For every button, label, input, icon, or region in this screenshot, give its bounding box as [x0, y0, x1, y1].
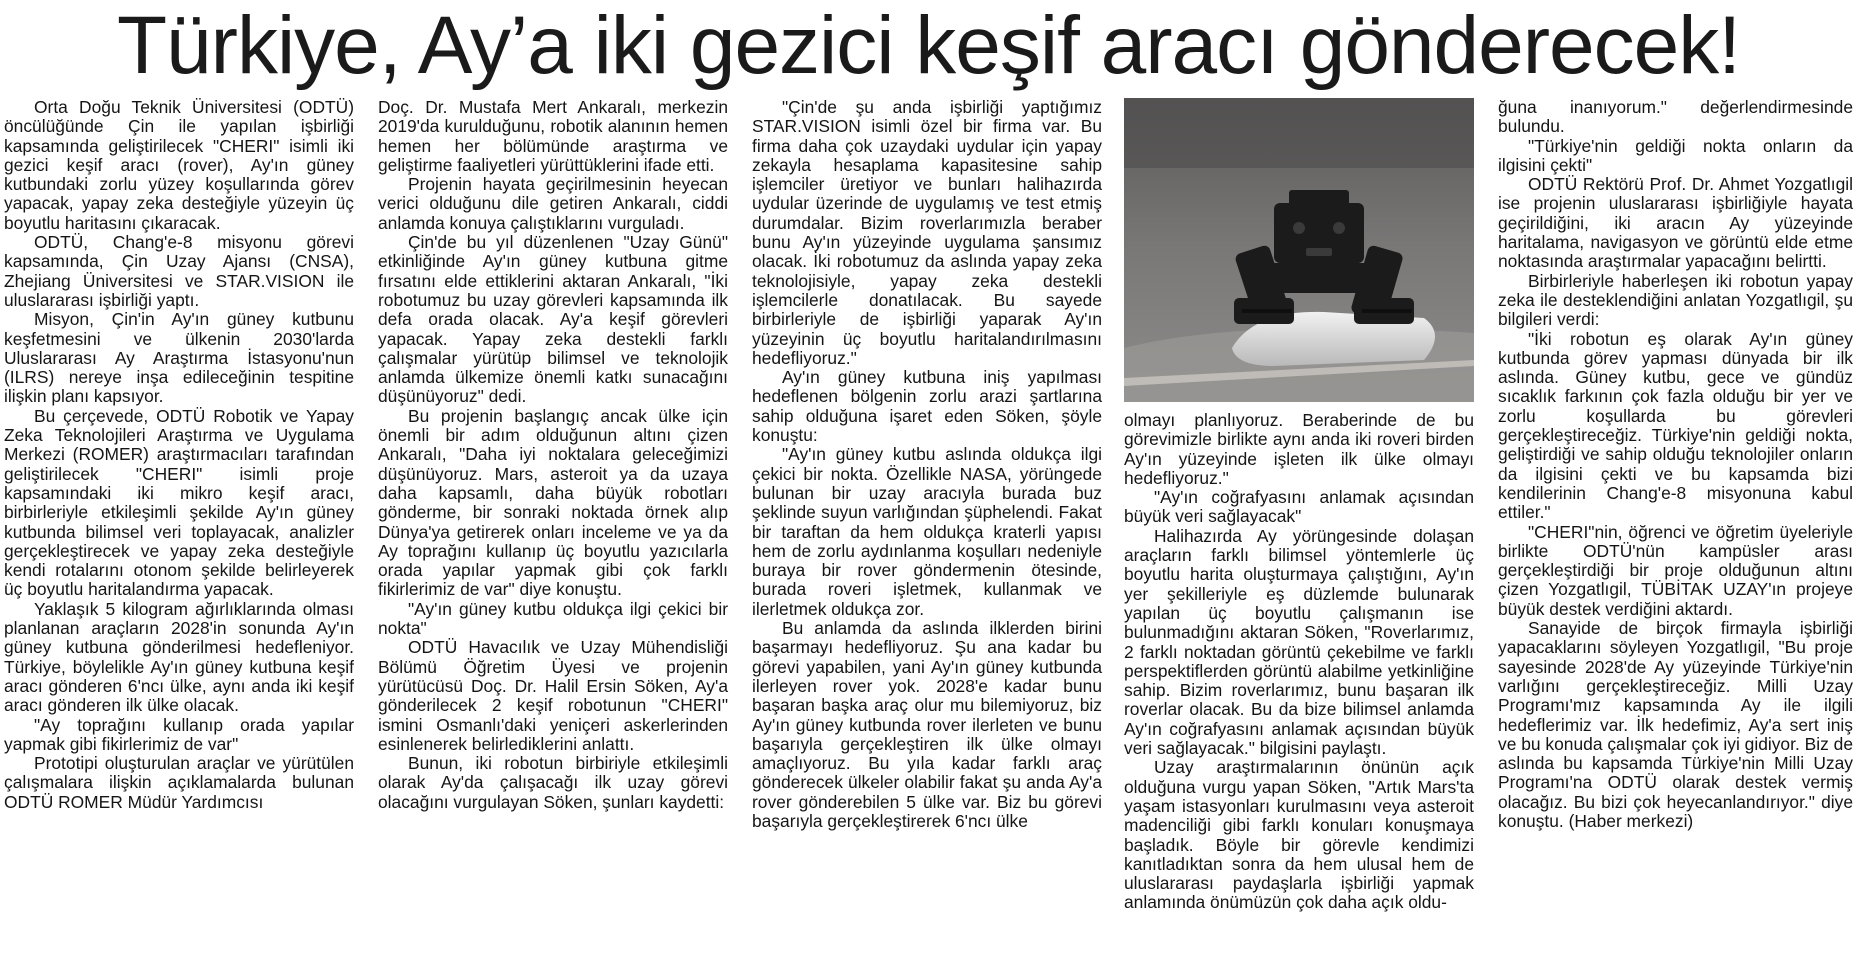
paragraph: Doç. Dr. Mustafa Mert Ankaralı, merkezin 2019'da kurulduğunu, robotik alanının hemen hemen her bölümünde araştırma ve geliştirme faaliyetleri yürüttüklerini ifade etti. — [378, 97, 728, 175]
subheading: "Ay toprağını kullanıp orada yapılar yapmak gibi fikirlerimiz de var" — [4, 714, 354, 754]
paragraph: olmayı planlıyoruz. Beraberinde de bu görevimizle birlikte aynı anda iki roveri birden Ay'ın yüzeyinde işleten ilk ülke olmayı hedefliyoruz." — [1124, 410, 1474, 488]
article-column-4 — [1124, 411, 1474, 913]
paragraph: "İki robotun eş olarak Ay'ın güney kutbunda görev yapması dünyada bir ilk aslında. Güney kutbu, gece ve gündüz sıcaklık farkının çok fazla olduğu bir yer ve zorlu koşullarda bu görevleri gerçekleştireceğiz. Türkiye'nin geldiği nokta, geliştirdiği ve sahip olduğu teknolojiler onların da ilgisini çekti ve bu kapsamda bizi kendilerinin Chang'e-8 misyonuna kabul ettiler." — [1498, 328, 1853, 523]
article-column-2 — [378, 98, 728, 812]
subheading: "Ay'ın güney kutbu oldukça ilgi çekici bir nokta" — [378, 598, 728, 639]
article-column-5 — [1498, 98, 1853, 831]
paragraph: "Çin'de şu anda işbirliği yaptığımız STAR.VISION isimli özel bir firma var. Bu firma daha çok uzaydaki uydular için yapay zekayla hesaplama kapasitesine sahip işlemciler üretiyor ve bunları halihazırda uydular üzerinde de uygulamış ve test etmiş durumdalar. Bizim roverlarımızla beraber bunu Ay'ın yüzeyinde uygulama şansımız olacak. İki robotumuz da aslında yapay zeka teknolojisiyle, yapay zeka destekli işlemcilerle donatılacak. Bu sayede birbirleriyle de işbirliği yaparak Ay'ın yüzeyinin üç boyutlu haritalandırılmasını hedefliyoruz." — [752, 97, 1102, 368]
paragraph: "Ay'ın güney kutbu aslında oldukça ilgi çekici bir nokta. Özellikle NASA, yörüngede bulunan bir uzay aracıyla burada buz şeklinde suyun varlığından şüphelendi. Fakat bir taraftan da hem oldukça kraterli yapısı hem de zorlu aydınlanma koşulları nedeniyle buraya bir rover göndermenin ötesinde, burada roveri işletmek, kullanmak ve ilerletmek oldukça zor. — [752, 444, 1102, 619]
article-column-3 — [752, 98, 1102, 831]
subheading: "Ay'ın coğrafyasını anlamak açısından büyük veri sağlayacak" — [1124, 487, 1474, 527]
paragraph: Yaklaşık 5 kilogram ağırlıklarında olması planlanan araçların 2028'in sonunda Ay'ın güney kutbuna gönderilmesi hedefleniyor. Türkiye, böylelikle Ay'ın güney kutbuna keşif aracı gönderen 6'ncı ülke, aynı anda iki keşif aracı gönderen ilk ülke olacak. — [4, 598, 354, 716]
paragraph: ğuna inanıyorum." değerlendirmesinde bulundu. — [1498, 97, 1853, 137]
paragraph: Halihazırda Ay yörüngesinde dolaşan araçların farklı bilimsel yöntemlerle üç boyutlu harita oluşturmaya çalıştığını, Ay'ın yer şekilleriyle eş düzlemde bulunarak yapılan üç boyutlu çalışmanın ise bulunmadığını aktaran Söken, "Roverlarımız, 2 farklı noktadan görüntü çekebilme ve farklı perspektiflerden görüntü alabilme yetkinliğine sahip. Bizim roverlarımız, bunu başaran ilk roverlar olacak. Bu da bize bilimsel anlamda Ay'ın coğrafyasını anlamak açısından büyük veri sağlayacak." bilgisini paylaştı. — [1124, 525, 1474, 759]
paragraph: Prototipi oluşturulan araçlar ve yürütülen çalışmalara ilişkin açıklamalarda bulunan ODTÜ ROMER Müdür Yardımcısı — [4, 753, 354, 812]
article-headline: Türkiye, Ay’a iki gezici keşif aracı gönderecek! — [116, 0, 1741, 91]
paragraph: "CHERI"nin, öğrenci ve öğretim üyeleriyle birlikte ODTÜ'nün kampüsler arası gerçekleştirdiği bir proje olduğunun altını çizen Yozgatlıgil, TÜBİTAK UZAY'ın projeye büyük destek verdiğini aktardı. — [1498, 521, 1853, 619]
paragraph: Misyon, Çin'in Ay'ın güney kutbunu keşfetmesini ve ülkenin 2030'larda Uluslararası Ay Araştırma İstasyonu'nun (ILRS) nereye inşa edileceğinin tespitine ilişkin planı kapsıyor. — [4, 309, 354, 407]
rover-photo — [1124, 98, 1474, 402]
paragraph: Bu anlamda da aslında ilklerden birini başarmayı hedefliyoruz. Şu ana kadar bu görevi yapabilen, yani Ay'ın güney kutbunda ilerleyen rover yok. 2028'e kadar bunu başaran başka araç olur mu bilemiyoruz, biz Ay'ın güney kutbunda rover ilerleten ve bunu başarıyla gerçekleştiren ilk ülke olmayı amaçlıyoruz. Bu yıla kadar farklı araç gönderecek ülkeler olabilir fakat şu anda Ay'a rover gönderebilen 5 ülke var. Biz bu görevi başarıyla gerçekleştirerek 6'ncı ülke — [752, 618, 1102, 831]
paragraph: Sanayide de birçok firmayla işbirliği yapacaklarını söyleyen Yozgatlıgil, "Bu proje sayesinde 2028'de Ay yüzeyinde Türkiye'nin varlığını gerçekleştireceğiz. Milli Uzay Programı'mız kapsamında Ay ile ilgili hedeflerimiz var. İlk hedefimiz, Ay'a sert iniş ve bu konuda çalışmalar çok iyi gidiyor. Biz de aslında bu kapsamda Türkiye'nin Milli Uzay Programı'na ODTÜ olarak destek vermiş olacağız. Bu bizi çok heyecanlandırıyor." diye konuştu. (Haber merkezi) — [1498, 618, 1853, 831]
paragraph: Ay'ın güney kutbuna iniş yapılması hedeflenen bölgenin zorlu arazi şartlarına sahip olduğuna işaret eden Söken, şöyle konuştu: — [752, 367, 1102, 446]
paragraph: ODTÜ Rektörü Prof. Dr. Ahmet Yozgatlıgil ise projenin uluslararası işbirliğiyle hayata geçirildiğini, iki aracın Ay yüzeyinde haritalama, navigasyon ve görüntü elde etme noktasında araştırmalar yapacağını belirtti. — [1498, 174, 1853, 272]
subheading: "Türkiye'nin geldiği nokta onların da ilgisini çekti" — [1498, 135, 1853, 175]
paragraph: Bu çerçevede, ODTÜ Robotik ve Yapay Zeka Teknolojileri Araştırma ve Uygulama Merkezi (ROMER) araştırmacıları tarafından geliştirilecek "CHERI" isimli proje kapsamındaki iki mikro keşif aracı, birbirleriyle etkileşimli şekilde Ay'ın güney kutbunda bilimsel veri toplayacak, analizler gerçekleştirecek ve yapay zeka desteğiyle kendi rotalarını otonom şekilde belirleyerek üç boyutlu haritalandırma yapacak. — [4, 405, 354, 600]
paragraph: Birbirleriyle haberleşen iki robotun yapay zeka ile desteklendiğini anlatan Yozgatlıgil, şu bilgileri verdi: — [1498, 270, 1853, 330]
paragraph: Çin'de bu yıl düzenlenen "Uzay Günü" etkinliğinde Ay'ın güney kutbuna gitme fırsatını elde ettiklerini aktaran Ankaralı, "İki robotumuz bu uzay görevleri kapsamında ilk defa orada olacak. Ay'a keşif görevleri yapacak. Yapay zeka destekli farklı çalışmalar yürütüp bilimsel ve teknolojik anlamda ülkemize önemli katkı sunacağını düşünüyoruz" dedi. — [378, 232, 728, 407]
article-column-1 — [4, 98, 354, 812]
paragraph: Uzay araştırmalarının önünün açık olduğuna vurgu yapan Söken, "Artık Mars'ta yaşam istasyonları kurulmasını veya asteroit madenciliği gibi farklı konuları konuşmaya başladık. Böyle bir görevle kendimizi kanıtladıktan sonra da hem ulusal hem de uluslararası paydaşlarla işbirliği yapmak anlamında önümüzün çok daha açık oldu- — [1124, 757, 1474, 913]
paragraph: ODTÜ Havacılık ve Uzay Mühendisliği Bölümü Öğretim Üyesi ve projenin yürütücüsü Doç. Dr. Halil Ersin Söken, Ay'a gönderilecek 2 keşif robotunun "CHERI" ismini Osmanlı'daki yeniçeri askerlerinden esinlenerek belirlediklerini anlattı. — [378, 637, 728, 754]
paragraph: Bunun, iki robotun birbiriyle etkileşimli olarak Ay'da çalışacağı ilk uzay görevi olacağını vurgulayan Söken, şunları kaydetti: — [378, 753, 728, 812]
paragraph: Orta Doğu Teknik Üniversitesi (ODTÜ) öncülüğünde Çin ile yapılan işbirliği kapsamında geliştirilecek "CHERI" isimli iki gezici keşif aracı (rover), Ay'ın güney kutbundaki zorlu yüzey koşullarında görev yapacak, yapay zeka desteğiyle yüzeyin üç boyutlu haritasını çıkaracak. — [4, 97, 354, 233]
paragraph: Bu projenin başlangıç ancak ülke için önemli bir adım olduğunun altını çizen Ankaralı, "Daha iyi noktalara geleceğimizi düşünüyoruz. Mars, asteroit ya da uzaya daha kapsamlı, daha büyük robotları gönderme, bir sonraki noktada örnek alıp Dünya'ya getirerek onları inceleme ve ya da Ay toprağını kullanıp üç boyutlu yazıcılarla orada yapılar yapmak gibi çok farklı fikirlerimiz de var" diye konuştu. — [378, 405, 728, 600]
rover-illustration — [1124, 98, 1474, 402]
paragraph: Projenin hayata geçirilmesinin heyecan verici olduğunu dile getiren Ankaralı, ciddi anlamda konuya çalıştıklarını vurguladı. — [378, 174, 728, 233]
paragraph: ODTÜ, Chang'e-8 misyonu görevi kapsamında, Çin Uzay Ajansı (CNSA), Zhejiang Üniversitesi ve STAR.VISION ile uluslararası işbirliği yaptı. — [4, 232, 354, 310]
